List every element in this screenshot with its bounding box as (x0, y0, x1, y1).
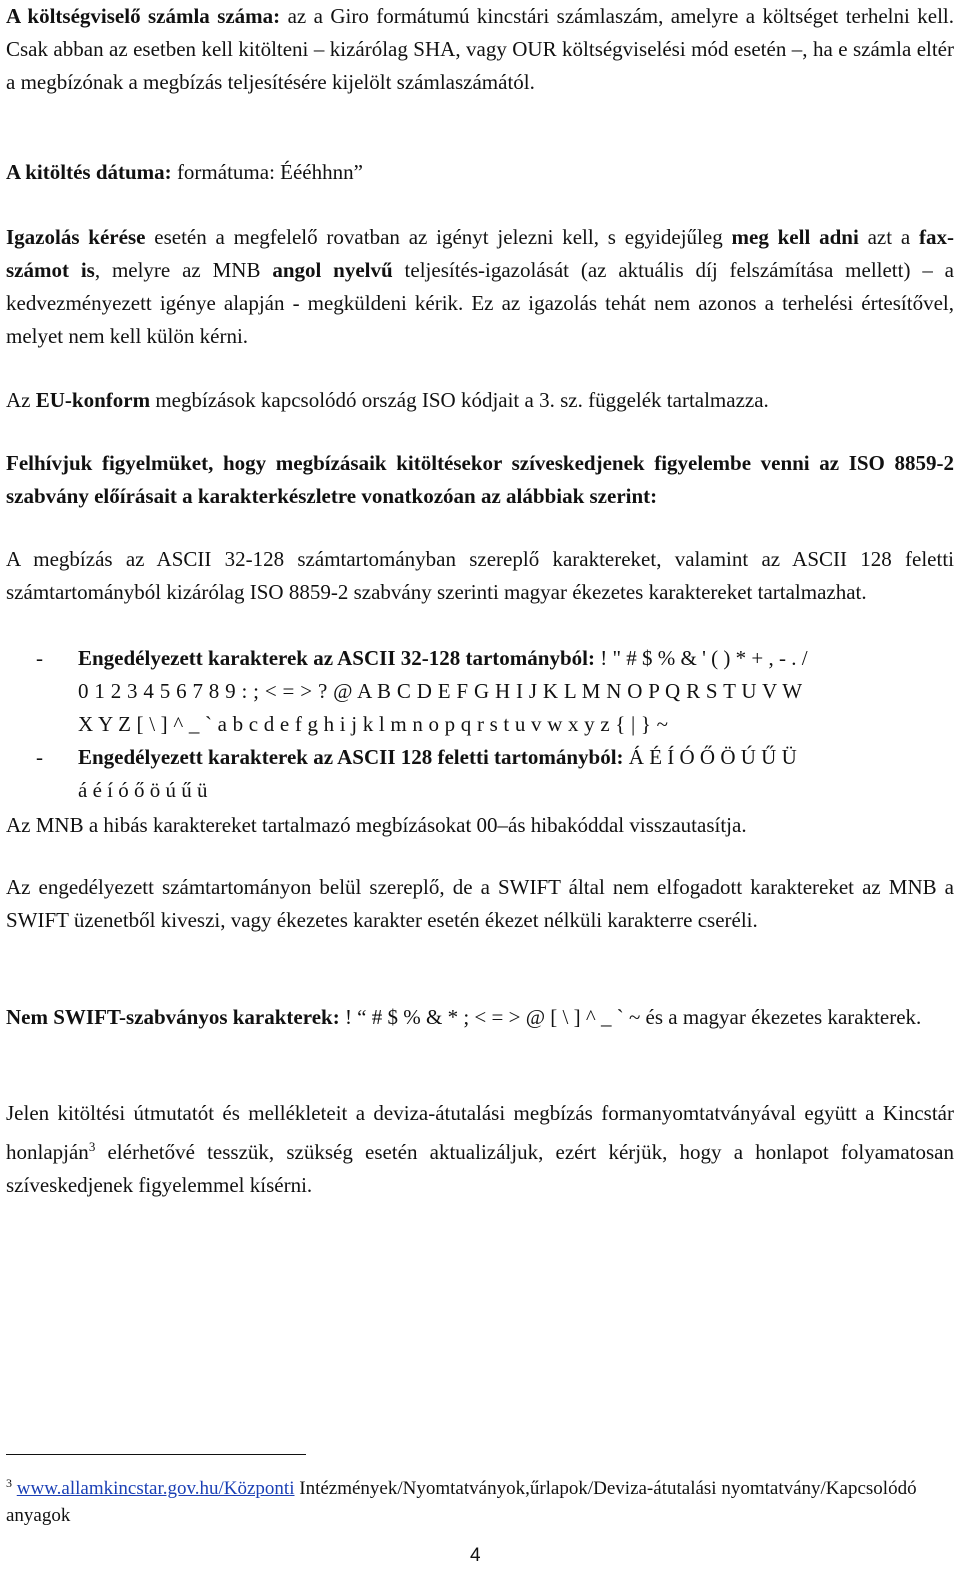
paragraph-text: formátuma: Éééhhnn” (171, 160, 363, 184)
paragraph-mnb-hibas (6, 809, 954, 842)
footnote-link[interactable]: www.allamkincstar.gov.hu/Központi (16, 1478, 295, 1499)
paragraph-text: az a Giro formátumú kincstári számlaszám, amelyre a költséget terhelni kell. Csak abban az esetben kell kitölteni – kizárólag SHA, vagy OUR költségviselési mód esetén –, ha e számla eltér a megbízónak a megbízás teljesítésére kijelölt számlaszámától. (6, 4, 954, 94)
paragraph-text: teljesítés-igazolását (az aktuális díj felszámítása mellett) – a kedvezményezett igénye alapján - megküldeni kérik. Ez az igazolás tehát nem azonos a terhelési értesítővel, melyet nem kell külön kérni. (6, 258, 954, 348)
allowed-chars: Á É Í Ó Ő Ö Ú Ű Ü (623, 745, 797, 769)
footnote-reference[interactable]: 3 (88, 1139, 96, 1154)
allowed-chars: ! " # $ % & ' ( ) * + , - . / (594, 646, 808, 670)
paragraph-text: A megbízás az ASCII 32-128 számtartományban szereplő karaktereket, valamint az ASCII 128 feletti számtartományból kizárólag ISO 8859-2 szabvány szerinti magyar ékezetes karaktereket tartalmazhat. (6, 547, 954, 604)
allowed-chars-line: á é í ó ő ö ú ű ü (78, 778, 208, 802)
term-nem-swift: Nem SWIFT-szabványos karakterek: (6, 1005, 340, 1029)
paragraph-text: esetén a megfelelő rovatban az igényt jelezni kell, s egyidejűleg (145, 225, 732, 249)
paragraph-ascii-range (6, 543, 954, 609)
bold-text: angol nyelvű (272, 258, 393, 282)
paragraph-swift-kiveszi (6, 871, 954, 937)
list-item-allowed-ascii (6, 642, 954, 741)
paragraph-text: megbízások kapcsolódó ország ISO kódjait a 3. sz. függelék tartalmazza. (150, 388, 769, 412)
paragraph-text: ! “ # $ % & * ; < = > @ [ \ ] ^ _ ` ~ és a magyar ékezetes karakterek. (339, 1005, 922, 1029)
footnote-number: 3 (6, 1476, 12, 1490)
paragraph-text: , melyre az MNB (94, 258, 273, 282)
allowed-chars-line: X Y Z [ \ ] ^ _ ` a b c d e f g h i j k l m n o p q r s t u v w x y z { | } ~ (78, 712, 669, 736)
paragraph-text: azt a (858, 225, 920, 249)
paragraph-text: elérhetővé tesszük, szükség esetén aktualizáljuk, ezért kérjük, hogy a honlapot folyamatosan szíveskedjenek figyelemmel kísérni. (6, 1140, 954, 1197)
term-koltsegviselo-szamla: A költségviselő számla száma: (6, 4, 281, 28)
footnote-separator (6, 1454, 306, 1455)
paragraph-text: Jelen kitöltési útmutatót és mellékleteit a deviza-átutalási megbízás formanyomtatványával együtt a Kincstár honlapján (6, 1101, 954, 1164)
bold-text: fax-számot is (6, 225, 955, 282)
footnote (6, 1470, 954, 1529)
paragraph-jelen-kitoltesi (6, 1097, 954, 1202)
list-dash: - (36, 646, 43, 670)
paragraph-koltsegviselo-szamla (6, 0, 954, 99)
bold-text: Engedélyezett karakterek az ASCII 128 feletti tartományból: (78, 745, 624, 769)
paragraph-nem-swift (6, 1001, 954, 1034)
bold-text: meg kell adni (731, 225, 859, 249)
allowed-chars-line: 0 1 2 3 4 5 6 7 8 9 : ; < = > ? @ A B C D E F G H I J K L M N O P Q R S T U V W (78, 679, 803, 703)
term-igazolas-kerese: Igazolás kérése (6, 225, 146, 249)
bold-text: Engedélyezett karakterek az ASCII 32-128 tartományból: (78, 646, 595, 670)
paragraph-felhivjuk (6, 447, 954, 513)
list-dash: - (36, 745, 43, 769)
paragraph-text: Az engedélyezett számtartományon belül szereplő, de a SWIFT által nem elfogadott karaktereket az MNB a SWIFT üzenetből kiveszi, vagy ékezetes karakter esetén ékezet nélküli karakterre cseréli. (6, 875, 954, 932)
footnote-text: Intézmények/Nyomtatványok,űrlapok/Deviza-átutalási nyomtatvány/Kapcsolódó anyagok (6, 1478, 917, 1526)
page-number: 4 (470, 1545, 481, 1566)
bold-notice: Felhívjuk figyelmüket, hogy megbízásaik kitöltésekor szíveskedjenek figyelembe venni az ISO 8859-2 szabvány előírásait a karakterkészletre vonatkozóan az alábbiak szerint: (6, 451, 954, 508)
list-item-line (78, 741, 954, 774)
paragraph-text: Az (6, 388, 36, 412)
term-eu-konform: EU-konform (35, 388, 151, 412)
list-item-line (78, 642, 954, 675)
paragraph-igazolas-kerese (6, 221, 954, 353)
paragraph-text: Az MNB a hibás karaktereket tartalmazó megbízásokat 00–ás hibakóddal visszautasítja. (6, 813, 747, 837)
list-item-allowed-extended (6, 741, 954, 807)
paragraph-eu-konform (6, 384, 954, 417)
paragraph-kitoltes-datuma (6, 156, 954, 189)
term-kitoltes-datuma: A kitöltés dátuma: (6, 160, 172, 184)
